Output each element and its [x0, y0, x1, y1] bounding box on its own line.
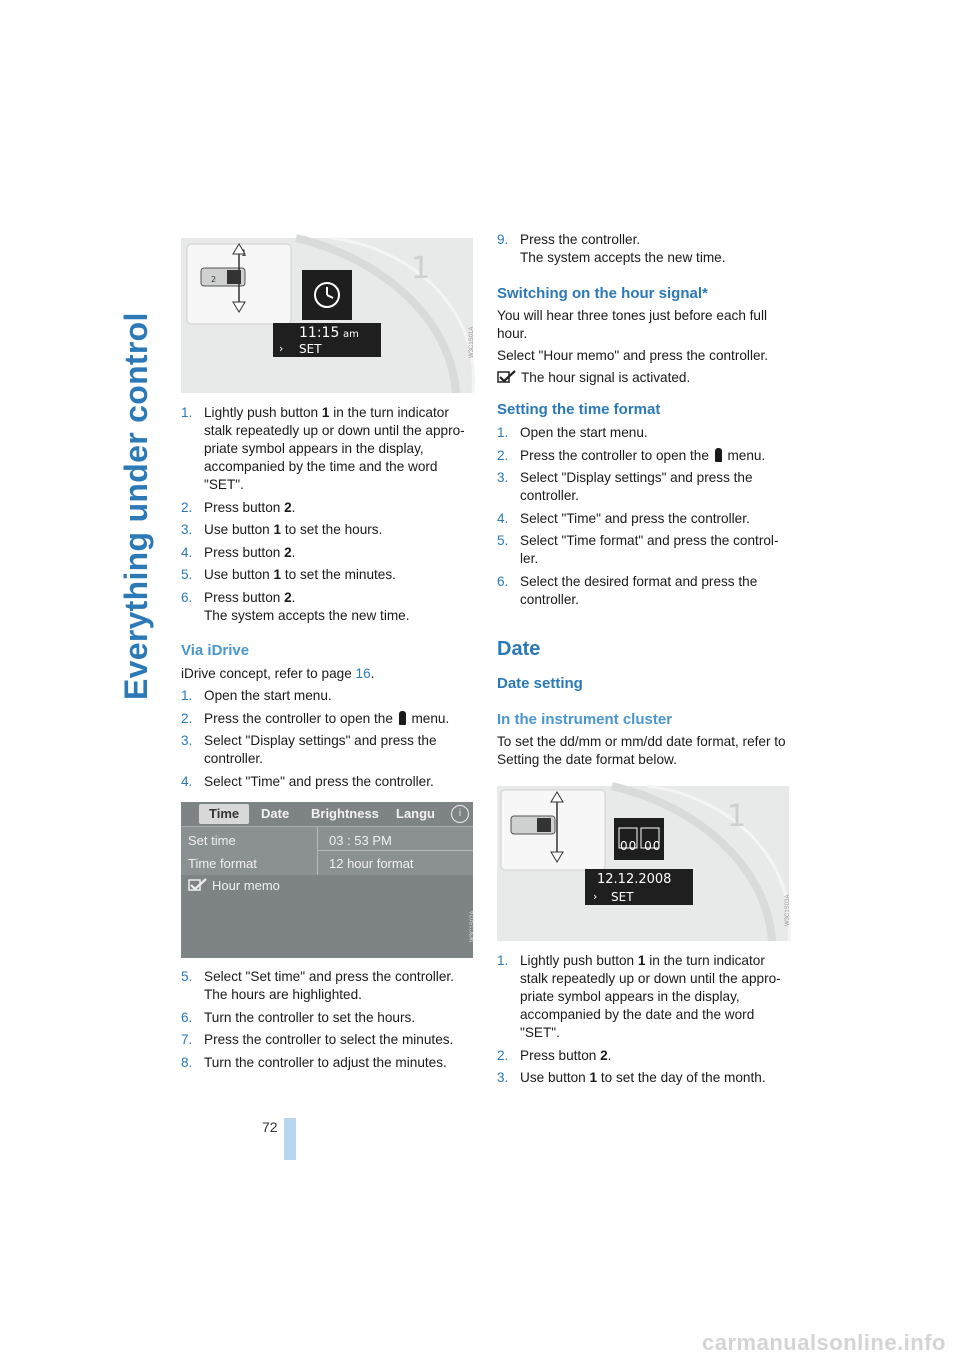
list-item: 3. Use button 1 to set the day of the month.: [497, 1070, 766, 1085]
idrive-steps-b: [181, 968, 471, 1072]
via-idrive-intro: iDrive concept, refer to page 16.: [181, 666, 375, 681]
list-item: 3. Select "Display settings" and press the controller.: [181, 733, 437, 766]
checkbox-checked-icon: [188, 878, 208, 892]
screen-divider: [317, 850, 473, 851]
stalk-steps: [181, 404, 471, 629]
hour-signal-instruction: Select "Hour memo" and press the controller.: [497, 348, 769, 363]
list-item: 1. Lightly push button 1 in the turn indicator stalk repeatedly up or down until the appro-priate symbol appears in the display, accompanied by the time and the word "SET".: [181, 405, 465, 492]
via-idrive-steps: [181, 687, 471, 791]
stalk-steps-list: [181, 404, 471, 625]
time-format-section: [497, 401, 787, 613]
list-item: 3. Use button 1 to set the hours.: [181, 522, 383, 537]
tab-brightness[interactable]: Brightness: [311, 806, 379, 821]
instrument-cluster-date-figure: [497, 786, 789, 941]
list-item: 6. Turn the controller to set the hours.: [181, 1009, 416, 1025]
list-item: 3. Select "Display settings" and press the controller.: [497, 470, 753, 503]
list-item: 4. Select "Time" and press the controller.: [497, 510, 750, 526]
list-item: 7. Press the controller to select the minutes.: [181, 1032, 454, 1047]
step-nine-list: [497, 231, 787, 267]
watermark: carmanualsonline.info: [702, 1330, 946, 1355]
tab-language[interactable]: Langu: [396, 806, 435, 821]
figure-id: W3C1S02A: [470, 910, 476, 942]
list-item: 5. Select "Time format" and press the control-ler.: [497, 533, 779, 566]
menu-item-hour-memo[interactable]: Hour memo: [188, 877, 280, 895]
display-set: SET: [611, 890, 634, 904]
date-heading: Date: [497, 638, 541, 660]
list-item: 2. Press the controller to open the menu.: [181, 710, 450, 726]
chapter-title: Everything under control: [118, 312, 154, 700]
hour-signal-heading: Switching on the hour signal*: [497, 285, 708, 302]
svg-text:1: 1: [411, 251, 431, 286]
tab-date[interactable]: Date: [261, 806, 290, 821]
hour-signal-result: The hour signal is activated.: [497, 369, 787, 387]
idrive-time-screen: [181, 802, 476, 958]
page-number: 72: [262, 1119, 278, 1135]
list-item: 1. Lightly push button 1 in the turn indicator stalk repeatedly up or down until the appro-priate symbol appears in the display, accompanied by the date and the word "SET".: [497, 953, 781, 1040]
list-item: 1. Open the start menu.: [497, 425, 648, 440]
instrument-cluster-time-figure: [181, 238, 473, 393]
figure-id: W3C1S01A: [469, 326, 475, 358]
menu-item-time-format[interactable]: Time format: [188, 856, 257, 871]
time-format-steps: [497, 424, 787, 609]
screen-divider: [317, 827, 318, 875]
svg-text:1: 1: [241, 249, 247, 259]
info-menu-icon: [399, 711, 406, 725]
checkbox-checked-icon: [497, 370, 517, 384]
display-chevron-icon: ›: [279, 342, 284, 355]
page-marker-bar: [284, 1118, 296, 1160]
menu-item-set-time[interactable]: Set time: [188, 833, 236, 848]
svg-text:1: 1: [727, 799, 747, 834]
list-item: 5. Use button 1 to set the minutes.: [181, 567, 396, 582]
list-item: 4. Press button 2.: [181, 544, 296, 560]
figure-id: W3C1S03A: [785, 894, 791, 926]
page-link[interactable]: 16: [355, 666, 371, 681]
date-steps: [497, 952, 787, 1092]
hour-signal-section: [497, 285, 787, 391]
idrive-steps-continued: [181, 968, 471, 1076]
date-steps-list: [497, 952, 787, 1087]
cluster-illustration: [497, 786, 789, 941]
hour-signal-text: You will hear three tones just before each full hour.: [497, 308, 768, 341]
time-format-value: 12 hour format: [329, 856, 414, 871]
display-time: 11:15: [299, 325, 340, 341]
list-item: 5. Select "Set time" and press the controller. The hours are highlighted.: [181, 969, 454, 1002]
date-setting-heading: Date setting: [497, 675, 583, 692]
display-ampm: am: [343, 329, 359, 340]
list-item: 9. Press the controller. The system accepts the new time.: [497, 232, 726, 265]
set-time-value: 03 : 53 PM: [329, 833, 392, 848]
list-item: 6. Select the desired format and press the controller.: [497, 573, 758, 607]
chapter-sidebar: [118, 230, 158, 700]
display-date: 12.12.2008: [597, 872, 672, 887]
list-item: 2. Press button 2.: [181, 499, 296, 515]
list-item: 6. Press button 2. The system accepts the new time.: [181, 589, 410, 623]
step-nine: [497, 231, 787, 272]
list-item: 4. Select "Time" and press the controller.: [181, 773, 434, 789]
list-item: 2. Press the controller to open the menu.: [497, 447, 766, 463]
cluster-time-display: [273, 323, 381, 357]
list-item: 2. Press button 2.: [497, 1047, 612, 1063]
date-intro: To set the dd/mm or mm/dd date format, refer to Setting the date format below.: [497, 734, 786, 767]
screen-tab-bar: [181, 802, 473, 827]
via-idrive-heading: Via iDrive: [181, 642, 250, 659]
info-icon[interactable]: i: [451, 805, 469, 823]
cluster-illustration: [181, 238, 473, 393]
instrument-cluster-heading: In the instrument cluster: [497, 711, 673, 728]
tab-time[interactable]: Time: [199, 804, 249, 824]
display-set: SET: [299, 342, 322, 356]
display-chevron-icon: ›: [593, 890, 598, 903]
via-idrive-section: [181, 642, 471, 795]
svg-text:2: 2: [211, 275, 217, 284]
time-format-heading: Setting the time format: [497, 401, 661, 418]
list-item: 1. Open the start menu.: [181, 688, 332, 703]
cluster-date-display: [585, 869, 693, 905]
date-section: [497, 640, 787, 773]
list-item: 8. Turn the controller to adjust the minutes.: [181, 1054, 447, 1070]
info-menu-icon: [715, 448, 722, 462]
calendar-digits: 00 00: [620, 839, 662, 853]
